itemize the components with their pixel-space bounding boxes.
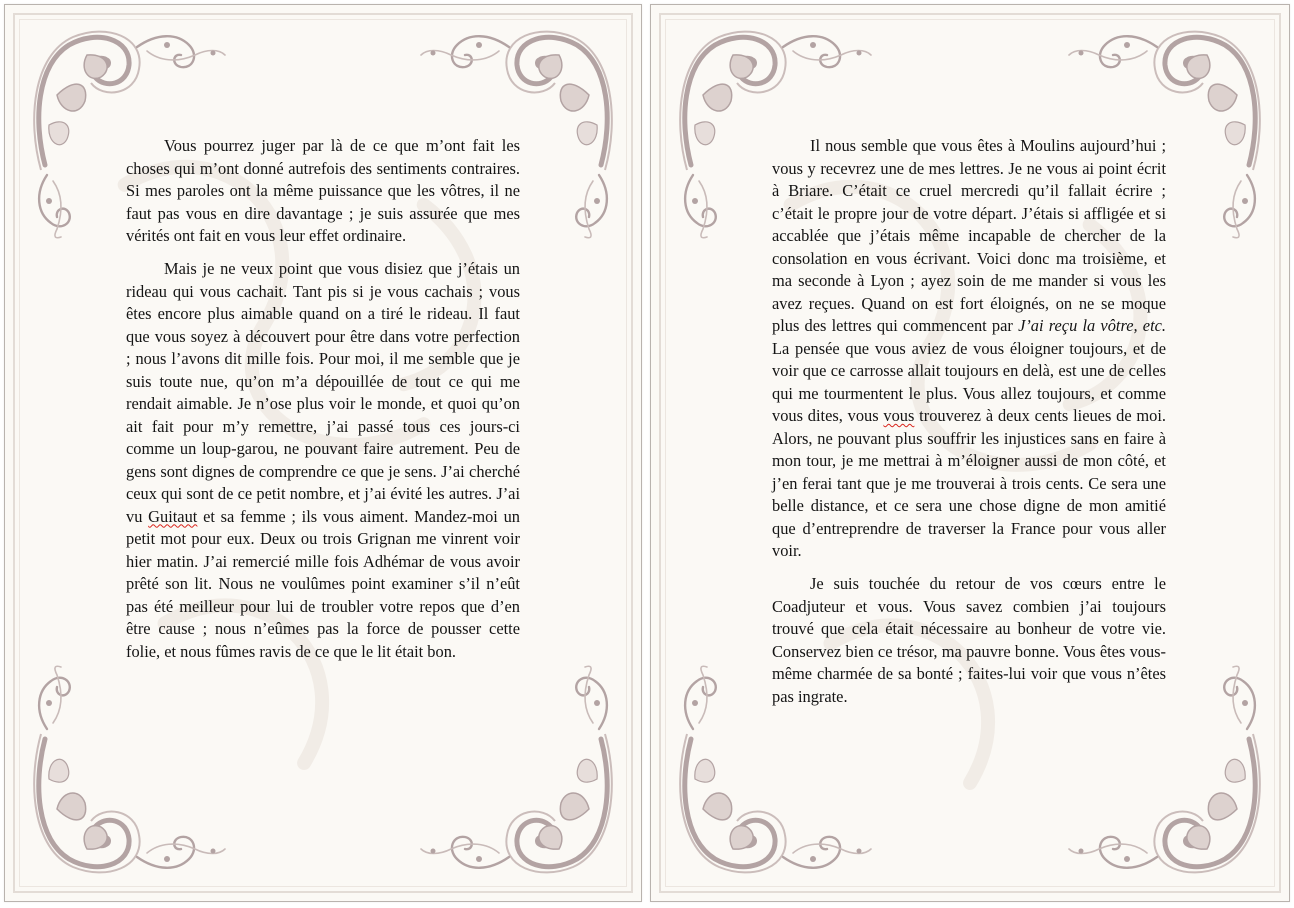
text-segment: Vous pourrez juger par là de ce que m’ont fait les choses qui m’ont donné autrefois des sentiments contraires. Si mes paroles ont la même puissance que les vôtres, il ne faut pas vous en dire davantage ; je suis assurée que mes vérités ont fait en vous leur effet ordinaire. [126, 136, 520, 245]
page-text[interactable] [126, 135, 520, 674]
text-segment: Il nous semble que vous êtes à Moulins aujourd’hui ; vous y recevrez une de mes lettres. Je ne vous ai point écrit à Briare. C’était ce cruel mercredi qu’il fallait écrire ; c’était le propre jour de votre départ. J’étais si affligée et si accablée que j’étais même incapable de chercher de la consolation en vous écrivant. Voici donc ma troisième, et ma seconde à Lyon ; ayez soin de me mander si vous les avez reçues. Quand on est fort éloignés, on ne se moque plus des lettres qui commencent par [772, 136, 1166, 335]
text-segment: et sa femme ; ils vous aiment. Mandez-moi un petit mot pour eux. Deux ou trois Grignan me vinrent voir hier matin. J’ai remercié mille fois Adhémar de vous avoir prêté son lit. Nous ne voulûmes point examiner s’il n’eût pas été meilleur pour lui de troubler votre repos que d’en être cause ; nous n’eûmes pas la force de pousser cette folie, et nous fûmes ravis de ce que le lit était bon. [126, 506, 520, 661]
text-segment: trouverez à deux cents lieues de moi. Alors, ne pouvant plus souffrir les injustices sans en faire à mon tour, je me mettrai à m’éloigner aussi de mon côté, et j’en ferai tant que je me trouverai à trois cents. Ce sera une belle distance, et ce sera une chose digne de mon amitié que d’entreprendre de traverser la France pour vous aller voir. [772, 406, 1166, 560]
corner-ornament-icon [27, 664, 227, 879]
italic-quote: J’ai reçu la vôtre, etc. [1018, 316, 1166, 335]
text-segment: La pensée que vous aviez de vous éloigner toujours, et de voir que ce carrosse allait toujours en delà, est une de celles qui me tourmentent le plus. Vous allez toujours, et comme vous dites, vous [772, 338, 1166, 425]
page-right [650, 4, 1290, 902]
corner-ornament-icon [419, 664, 619, 879]
misspelled-word[interactable]: vous [883, 406, 915, 425]
paragraph [772, 135, 1166, 563]
page-left [4, 4, 642, 902]
text-segment: Je suis touchée du retour de vos cœurs entre le Coadjuteur et vous. Vous savez combien j’ai toujours trouvé que cela était nécessaire au bonheur de votre vie. Conservez bien ce trésor, ma pauvre bonne. Vous êtes vous-même charmée de sa bonté ; faites-lui voir que vous n’êtes pas ingrate. [772, 574, 1166, 706]
paragraph [126, 135, 520, 248]
misspelled-word[interactable]: Guitaut [148, 506, 198, 526]
paragraph [772, 573, 1166, 708]
page-text[interactable] [772, 135, 1166, 719]
paragraph [126, 258, 520, 663]
text-segment: Mais je ne veux point que vous disiez que j’étais un rideau qui vous cachait. Tant pis si je vous cachais ; vous êtes encore plus aimable quand on a tiré le rideau. Il faut que vous soyez à découvert pour être dans votre perfection ; nous l’avons dit mille fois. Pour moi, il me semble que je suis toute nue, qu’on m’a dépouillée de tout ce qui me rendait aimable. Je n’ose plus voir le monde, et quoi qu’on ait fait pour m’y remettre, j’ai passé tous ces jours-ci comme un loup-garou, ne pouvant faire autrement. Peu de gens sont dignes de comprendre ce que je sens. J’ai cherché ceux qui sont de ce petit nombre, et j’ai évité les autres. J’ai vu [126, 259, 520, 526]
